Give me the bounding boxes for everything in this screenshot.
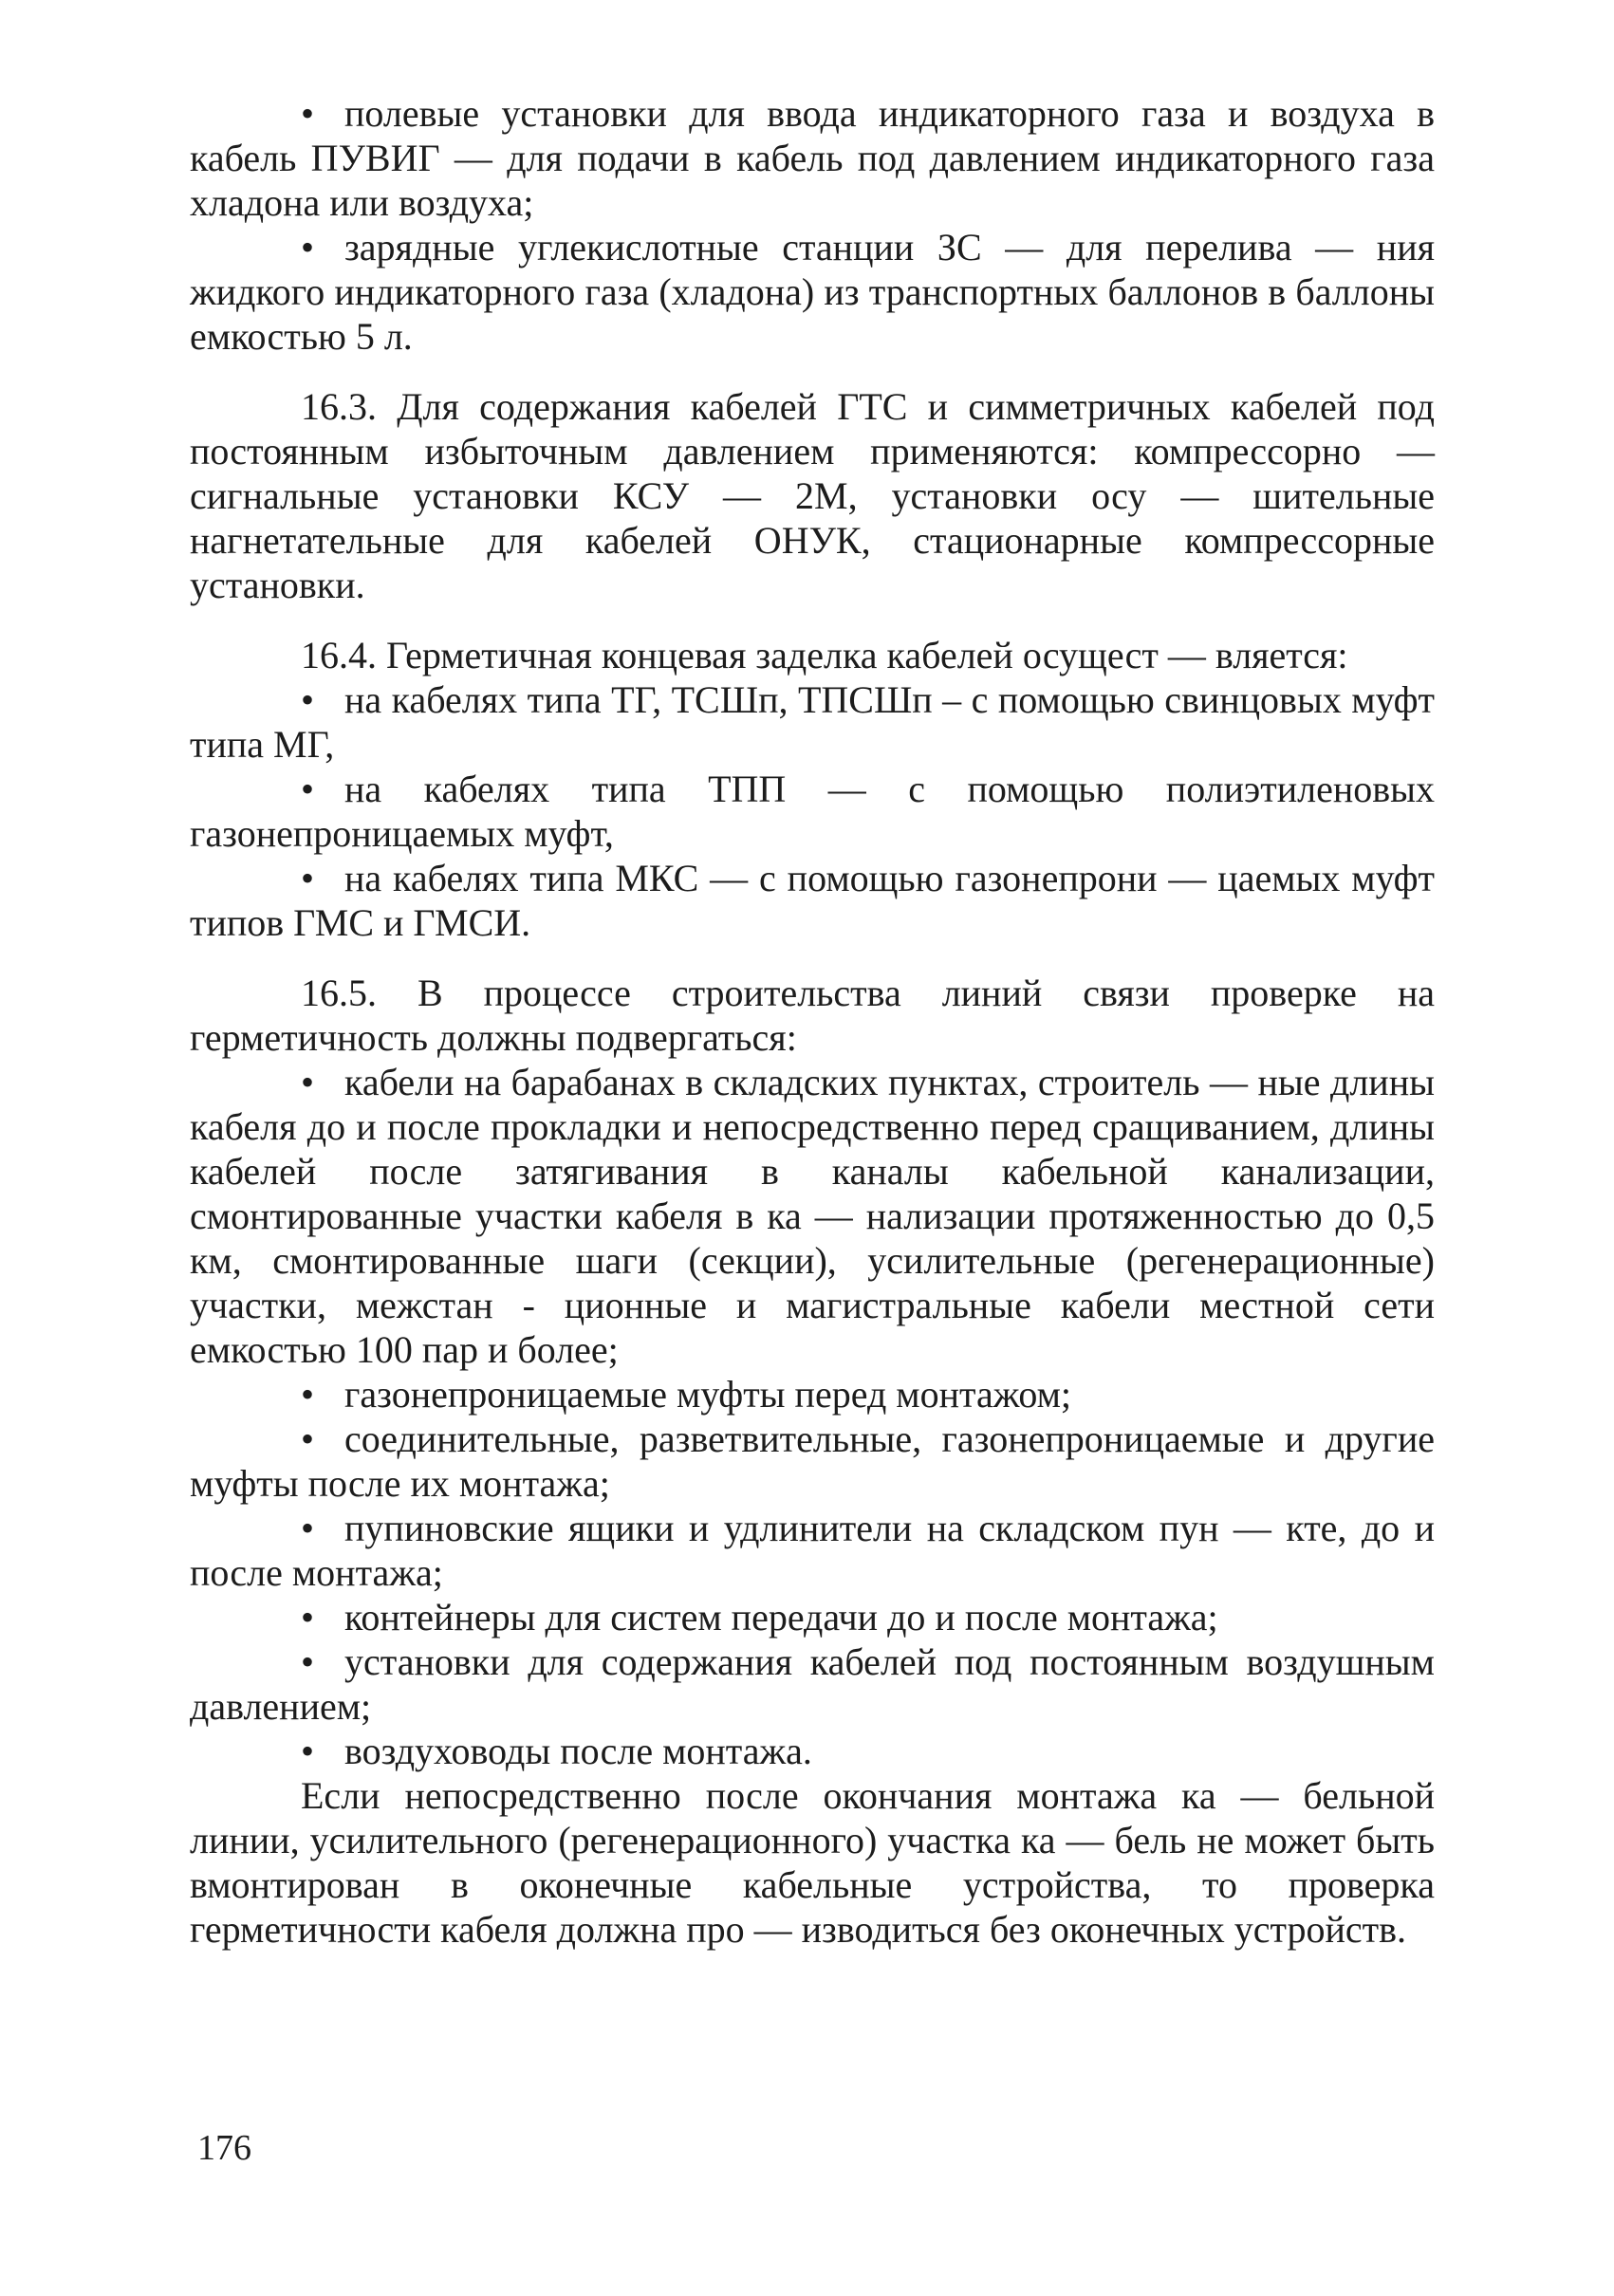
list-item-text: на кабелях типа ТПП — с помощью полиэтиленовых газонепроницаемых муфт, xyxy=(190,768,1435,855)
bullet-icon: • xyxy=(301,1061,315,1103)
bullet-icon: • xyxy=(301,768,315,810)
list-item-text: зарядные углекислотные станции ЗС — для перелива — ния жидкого индикаторного газа (хладона) из транспортных баллонов в баллоны емкостью 5 л. xyxy=(190,226,1435,358)
document-page xyxy=(190,91,1435,1952)
page-number: 176 xyxy=(197,2128,251,2168)
list-item-text: на кабелях типа МКС — с помощью газонепрони — цаемых муфт типов ГМС и ГМСИ. xyxy=(190,857,1435,944)
list-item-text: соединительные, разветвительные, газонепроницаемые и другие муфты после их монтажа; xyxy=(190,1417,1435,1505)
bullet-icon: • xyxy=(301,1507,315,1549)
bullet-icon: • xyxy=(301,857,315,899)
bullet-icon: • xyxy=(301,226,315,268)
bullet-icon: • xyxy=(301,1417,315,1460)
paragraph-16-5: 16.5. В процессе строительства линий связи проверке на герметичность должны подвергаться: xyxy=(190,972,1435,1059)
bullet-icon: • xyxy=(301,1373,315,1416)
bullet-icon: • xyxy=(301,1596,315,1639)
bullet-icon: • xyxy=(301,1640,315,1683)
list-item xyxy=(190,1729,1435,1773)
paragraph-16-3: 16.3. Для содержания кабелей ГТС и симметричных кабелей под постоянным избыточным давлением применяются: компрессорно — сигнальные установки КСУ — 2М, установки осу — шительные нагнетательные для кабелей ОНУК, стационарные компрессорные установки. xyxy=(190,385,1435,606)
list-item xyxy=(190,1060,1435,1372)
paragraph-16-4: 16.4. Герметичная концевая заделка кабелей осущест — вляется: xyxy=(301,634,1348,676)
list-item xyxy=(190,856,1435,945)
list-item xyxy=(190,1639,1435,1729)
bullet-icon: • xyxy=(301,92,315,135)
list-item xyxy=(190,1595,1435,1639)
paragraph-closing: Если непосредственно после окончания монтажа ка — бельной линии, усилительного (регенерационного) участка ка — бель не может быть вмонтирован в оконечные кабельные устройства, то проверка герметичности кабеля должна про — изводиться без оконечных устройств. xyxy=(190,1774,1435,1951)
bullet-icon: • xyxy=(301,1730,315,1772)
bullet-icon: • xyxy=(301,678,315,721)
list-item xyxy=(190,677,1435,767)
list-item xyxy=(190,91,1435,225)
list-item-text: установки для содержания кабелей под постоянным воздушным давлением; xyxy=(190,1640,1435,1728)
list-item-text: воздуховоды после монтажа. xyxy=(344,1730,812,1772)
list-item-text: на кабелях типа ТГ, ТСШп, ТПСШп – с помощью свинцовых муфт типа МГ, xyxy=(190,678,1435,766)
list-item-text: пупиновские ящики и удлинители на складском пун — кте, до и после монтажа; xyxy=(190,1507,1435,1594)
list-item-text: газонепроницаемые муфты перед монтажом; xyxy=(344,1373,1072,1416)
list-item xyxy=(190,1416,1435,1506)
list-item xyxy=(190,767,1435,856)
list-item-text: контейнеры для систем передачи до и после монтажа; xyxy=(344,1596,1218,1639)
list-item-text: кабели на барабанах в складских пунктах, строитель — ные длины кабеля до и после прокладки и непосредственно перед сращиванием, длины кабелей после затягивания в каналы кабельной канализации, смонтированные участки кабеля в ка — нализации протяженностью до 0,5 км, смонтированные шаги (секции), усилительные (регенерационные) участки, межстан - ционные и магистральные кабели местной сети емкостью 100 пар и более; xyxy=(190,1061,1435,1371)
list-item xyxy=(190,1506,1435,1595)
list-item xyxy=(190,1372,1435,1416)
list-item-text: полевые установки для ввода индикаторного газа и воздуха в кабель ПУВИГ — для подачи в кабель под давлением индикаторного газа хладона или воздуха; xyxy=(190,92,1435,224)
list-item xyxy=(190,225,1435,359)
